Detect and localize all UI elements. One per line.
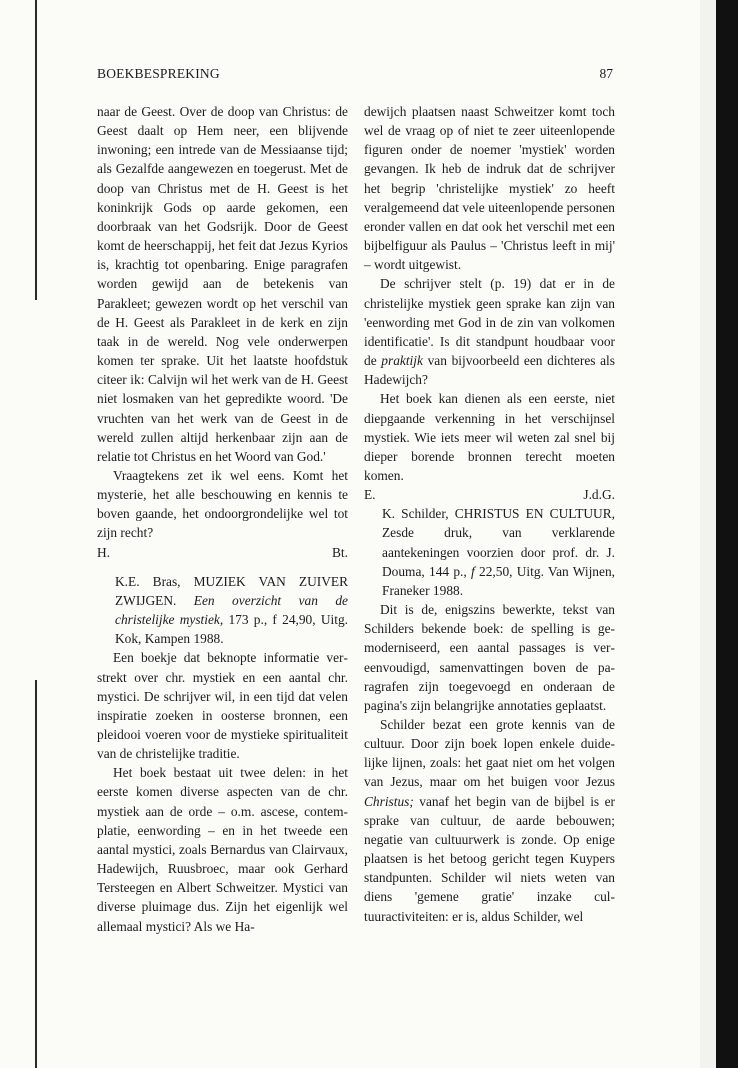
review-subtitle: Een overzicht van de christelijke mystiek,: [115, 592, 348, 628]
running-title: BOEKBESPREKING: [97, 66, 220, 81]
scan-border-right: [716, 0, 738, 1068]
emphasis: Christus;: [364, 793, 414, 809]
page-header: [97, 66, 613, 84]
reviewer-signature: [97, 543, 348, 562]
reviewer-signature: [364, 485, 615, 504]
emphasis: praktijk: [381, 353, 423, 369]
paragraph: Schilder bezat een grote kennis van de cultuur. Door zijn boek lopen enkele duidelijke lijnen, zoals: het gaat niet om het volgen van Jezus, maar om het buigen voor Jezus Christus; vanaf het begin van de bijbel is er sprake van cultuur, de aarde bebouwen; negatie van cultuurwerk is zonde. Op enige plaatsen is het betoog gericht tegen Kuypers standpunten. Schilder wil niets weten van diens 'gemene gratie' inzake cultuuractiviteiten: er is, aldus Schilder, wel: [364, 717, 615, 924]
signature-initials: H.: [97, 544, 111, 560]
paragraph: Dit is de, enigszins bewerkte, tekst van Schilders bekende boek: de spelling is gemoderniseerd, een aantal passages is vereenvoudigd, samenvattingen boven de paragrafen zijn toegevoegd en onderaan de pagina's zijn belangrijke annotaties geplaatst.: [364, 602, 615, 713]
page-number: 87: [599, 66, 613, 81]
review-publication-info: 173 p., f 24,90, Uitg. Kok, Kampen 1988.: [115, 612, 348, 647]
review-heading: K. Schilder, CHRISTUS EN CULTUUR, Zesde druk, van verklarende aantekeningen voorzien door prof. dr. J. Douma, 144 p., f 22,50, Uitg. Van Wijnen, Franeker 1988.: [382, 506, 615, 598]
left-column: [97, 102, 348, 936]
paragraph: Een boekje dat beknopte informatie verstrekt over chr. mystiek en een aantal chr. mystici. De schrijver wil, in een tijd dat velen inspiratie zoeken in oosterse bronnen, een pleidooi voeren voor de mystieke spiritualiteit van de christelijke traditie.: [97, 650, 348, 762]
paragraph: Vraagtekens zet ik wel eens. Komt het mysterie, het alle beschouwing en kennis te boven gaande, het ondoorgrondelijke wel tot zijn recht?: [97, 467, 348, 541]
review-author-title: K.E. Bras, MUZIEK VAN ZUIVER ZWIJGEN.: [115, 573, 348, 608]
signature-initials: J.d.G.: [583, 487, 615, 503]
paragraph: naar de Geest. Over de doop van Christus: de Geest daalt op Hem neer, een blijvende inwoning; een intrede van de Messiaanse tijd; als Gezalfde aangewezen en toegerust. Met de doop van Christus met de H. Geest is het koninkrijk Gods op aarde gekomen, een doorbraak van het Godsrijk. Door de Geest komt de heerschappij, het feit dat Jezus Kyrios is, krachtig tot openbaring. Enige paragrafen worden gewijd aan de betekenis van Parakleet; gewezen wordt op het verschil van de H. Geest als Parakleet in de kerk en zijn taak in de wereld. Nog vele onderwerpen komen ter sprake. Uit het laatste hoofdstuk citeer ik: Calvijn wil het werk van de H. Geest niet losmaken van het gepredikte woord. 'De vruchten van het werk van de Geest in de wereld zullen altijd herkenbaar zijn aan de relatie tot Christus en het Woord van God.': [97, 104, 348, 464]
paragraph: Het boek kan dienen als een eerste, niet diepgaande verkenning in het verschijnsel mystiek. Wie iets meer wil weten zal snel bij dieper borende bronnen terecht moeten komen.: [364, 391, 615, 483]
currency-florin: f: [471, 563, 475, 579]
paragraph: Het boek bestaat uit twee delen: in het eerste komen diverse aspecten van de chr. mystiek aan de orde – o.m. ascese, contemplatie, eenwording – en in het tweede een aantal mystici, zoals Bernardus van Clairvaux, Hadewijch, Ruusbroec, maar ook Gerhard Tersteegen en Albert Schweitzer. Mystici van diverse pluimage dus. Zijn het eigenlijk wel allemaal mystici? Als we Ha-: [97, 765, 348, 934]
right-column: [364, 102, 615, 926]
paragraph: dewijch plaatsen naast Schweitzer komt toch wel de vraag op of niet te zeer uiteenlopende figuren onder de noemer 'mystiek' worden gevangen. Ik heb de indruk dat de schrijver het begrip 'christelijke mystiek' zo heeft veralgemeend dat vele uiteenlopende personen eronder vallen en dat ook het verschil met een bijbelfiguur als Paulus – 'Christus leeft in mij' – wordt uitgewist.: [364, 104, 615, 273]
binding-edge-line-lower: [35, 680, 37, 1068]
binding-edge-line: [35, 0, 37, 300]
paragraph: De schrijver stelt (p. 19) dat er in de christelijke mystiek geen sprake kan zijn van 'eenwording met God in de zin van volkomen identificatie'. Is dit standpunt houdbaar voor de praktijk van bijvoorbeeld een dichteres als Hadewijch?: [364, 276, 615, 388]
signature-initials: Bt.: [332, 544, 348, 560]
page-margin-right: [700, 0, 716, 1068]
signature-initials: E.: [364, 487, 376, 503]
review-heading: [97, 572, 348, 649]
